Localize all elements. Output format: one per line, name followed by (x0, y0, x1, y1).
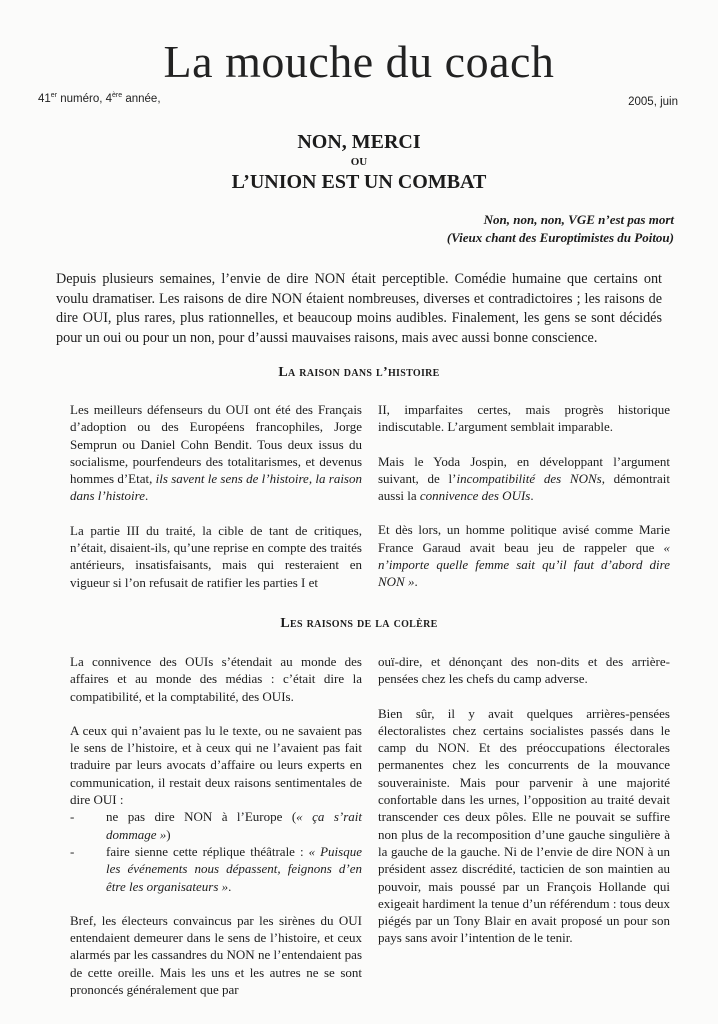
quote: « ça s’rait dommage » (106, 809, 362, 842)
epigraph-line: Non, non, non, VGE n’est pas mort (483, 212, 674, 227)
reasons-list (70, 808, 362, 894)
issue-date: 2005, juin (628, 96, 678, 108)
list-item (70, 808, 362, 843)
paragraph (70, 401, 362, 505)
italic-text: ils savent le sens de l’histoire, la raison dans l’histoire (70, 471, 362, 504)
text: ne pas dire NON à l’Europe ( (106, 809, 297, 825)
paragraph: La partie III du traité, la cible de tant de critiques, n’était, disaient-ils, qu’une reprise en compte des traités antérieurs, insatisfaisants, mais qui resteraient en vigueur si l’on refusait de ratifier les parties I et (70, 522, 362, 590)
paragraph: ouï-dire, et dénonçant des non-dits et des arrière-pensées chez les chefs du camp adverse. (378, 654, 670, 687)
section1-left-column (70, 401, 362, 591)
year-text: année, (122, 93, 161, 105)
italic-text: incompatibilité des NONs (456, 470, 602, 486)
text: . (530, 488, 534, 504)
text: Les meilleurs défenseurs du OUI ont été des Français d’adoption ou des Européens francophiles, Jorge Semprun ou Daniel Cohn Bendit. Tous deux issus du socialisme, pourfendeurs des totalitarismes, et devenus hommes d’Etat, (70, 402, 362, 487)
paragraph (378, 521, 670, 590)
paragraph: A ceux qui n’avaient pas lu le texte, ou ne savaient pas le sens de l’histoire, et à ceux qui ne l’avaient pas fait traduire par leurs avocats d’affaire ou leurs experts en communication, il restait deux raisons sentimentales de dire OUI : (70, 722, 362, 808)
article-subtitle: L’UNION EST UN COMBAT (231, 171, 487, 193)
paragraph: Bien sûr, il y avait quelques arrières-pensées électoralistes chez certains socialistes passés dans le camp du NON. Et des préoccupations électorales permanentes chez les concurrents de la mouvance souverainiste. Mais pour parvenir à une majorité confortable dans les urnes, l’opposition au traité devait transcender ces deux pôles. Elle ne pouvait se suffire non plus de la recomposition d’une gauche singulière à la gauche de la gauche. Ni de l’envie de dire NON à un président assez discrédité, tacticien de son maintien au pouvoir, mais poussé par un François Hollande qui exigeait hardiment la tenue d’un référendum : tous deux piégés par un Tony Blair en avait proposé un pour son pays sans avoir l’intention de le tenir. (378, 705, 670, 946)
paragraph (378, 453, 670, 505)
quote: « n’importe quelle femme sait qu’il faut d’abord dire NON » (378, 539, 670, 590)
section2-right-column (378, 653, 670, 947)
article-title: NON, MERCI (297, 131, 421, 153)
article-title-or: OU (350, 156, 368, 168)
text: . (228, 878, 232, 894)
year-suffix: ère (112, 92, 123, 99)
section2-left-column (70, 653, 362, 998)
masthead: La mouche du coach (163, 36, 555, 87)
italic-text: connivence des OUIs (419, 488, 531, 504)
issue-number-suffix: er (50, 92, 58, 99)
issue-info (38, 92, 161, 105)
dash-bullet: - (70, 809, 75, 825)
text: . (414, 574, 418, 590)
paragraph: Bref, les électeurs convaincus par les sirènes du OUI entendaient demeurer dans le sens de l’histoire, et ceux alarmés par les cassandres du NON ne l’entendaient pas de cette oreille. Mais les uns et les autres ne se sont prononcés généralement que par (70, 912, 362, 998)
section-title-colere: Les raisons de la colère (280, 616, 438, 631)
issue-text: numéro, 4 (57, 93, 113, 105)
intro-paragraph: Depuis plusieurs semaines, l’envie de dire NON était perceptible. Comédie humaine que certains ont voulu dramatiser. Les raisons de dire NON étaient nombreuses, diverses et contradictoires ; les raisons de dire OUI, plus rares, plus rationnelles, et beaucoup moins audibles. Finalement, les gens se sont décidés pour un oui ou pour un non, pour d’aussi mauvaises raisons, mais avec aussi bonne conscience. (56, 271, 662, 346)
epigraph-source: (Vieux chant des Europtimistes du Poitou) (446, 230, 674, 245)
text: . (145, 488, 149, 504)
text: Et dès lors, un homme politique avisé comme Marie France Garaud avait beau jeu de rappeler que (378, 522, 670, 555)
section-title-raison: La raison dans l’histoire (278, 365, 440, 380)
paragraph: La connivence des OUIs s’étendait au monde des affaires et au monde des médias : c’était dire la compatibilité, et la comptabilité, des OUIs. (70, 654, 362, 704)
text: ) (166, 826, 171, 842)
paragraph: II, imparfaites certes, mais progrès historique indiscutable. L’argument semblait imparable. (378, 402, 670, 435)
dash-bullet: - (70, 843, 75, 859)
text: faire sienne cette réplique théâtrale : (106, 843, 309, 859)
section1-right-column (378, 401, 670, 591)
quote: « Puisque les événements nous dépassent, feignons d’en être les organisateurs » (106, 843, 362, 894)
list-item (70, 843, 362, 895)
issue-number: 41 (38, 93, 51, 105)
text: Mais le Yoda Jospin, en développant l’argument suivant, de l’ (378, 453, 670, 486)
text: , démontrait aussi la (378, 470, 670, 504)
epigraph (447, 211, 674, 247)
